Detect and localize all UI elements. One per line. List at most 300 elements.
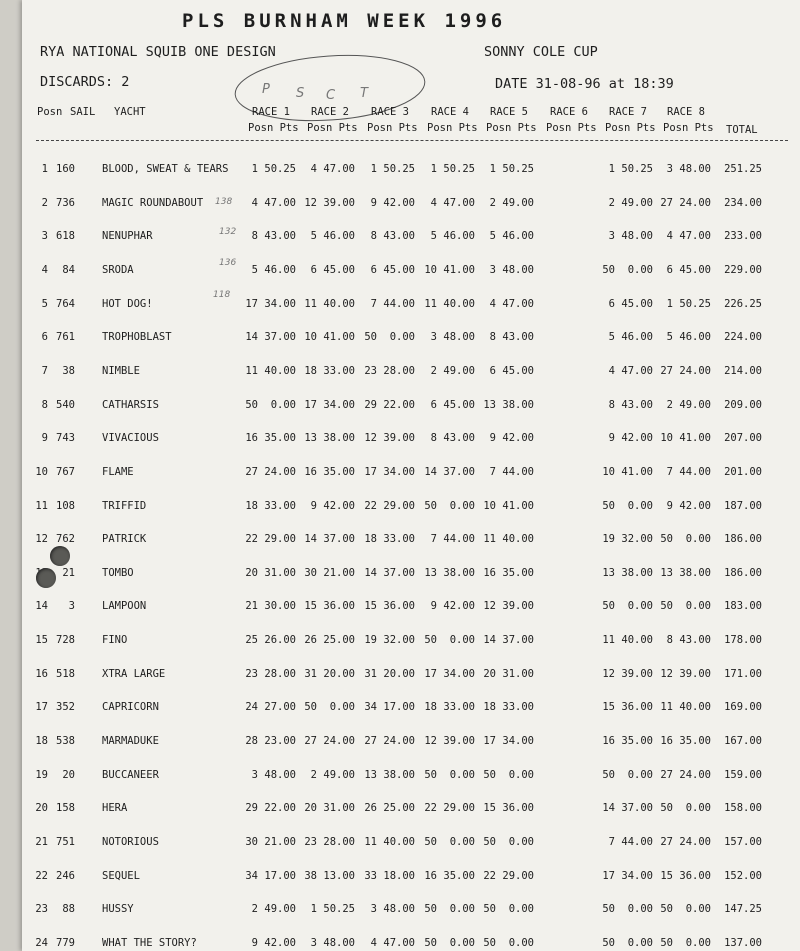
race-posn: 1	[666, 297, 673, 310]
row-sail: 160	[56, 163, 75, 175]
row-yacht: BUCCANEER	[102, 768, 159, 781]
race-posn: 2	[489, 196, 496, 209]
row-posn: 11	[35, 499, 48, 512]
race-pts: 23.00	[264, 735, 296, 748]
race-subheader: Posn Pts	[248, 122, 299, 134]
race-pts: 0.00	[270, 398, 296, 411]
row-total: 233.00	[724, 230, 762, 243]
race-pts: 47.00	[621, 364, 653, 377]
race-posn: 10	[483, 499, 496, 512]
race-pts: 35.00	[443, 869, 475, 882]
race-pts: 0.00	[449, 634, 475, 647]
race-posn: 17	[602, 869, 615, 882]
race-posn: 50	[602, 263, 615, 276]
race-pts: 31.00	[502, 667, 534, 680]
race-pts: 50.25	[679, 297, 711, 310]
row-total: 207.00	[724, 432, 762, 445]
race-posn: 11	[245, 364, 258, 377]
row-total: 226.25	[724, 297, 762, 310]
race-posn: 2	[608, 196, 615, 209]
table-row	[22, 870, 800, 888]
race-posn: 50	[660, 936, 673, 949]
race-pts: 34.00	[443, 667, 475, 680]
row-total: 224.00	[724, 331, 762, 344]
race-posn: 9	[489, 432, 496, 445]
row-sail: 618	[56, 230, 75, 243]
race-subheader: Posn Pts	[605, 122, 656, 134]
race-posn: 17	[483, 735, 496, 748]
row-total: 187.00	[724, 499, 762, 512]
race-pts: 50.25	[383, 163, 415, 175]
race-posn: 11	[602, 634, 615, 647]
race-posn: 23	[304, 836, 317, 848]
race-pts: 42.00	[621, 432, 653, 445]
race-posn: 4	[251, 196, 258, 209]
race-posn: 13	[483, 398, 496, 411]
class-name: RYA NATIONAL SQUIB ONE DESIGN	[40, 44, 276, 60]
row-posn: 23	[35, 903, 48, 916]
race-pts: 25.00	[323, 634, 355, 647]
race-pts: 38.00	[323, 432, 355, 445]
race-posn: 12	[364, 432, 377, 445]
race-pts: 50.25	[502, 163, 534, 175]
race-pts: 40.00	[443, 297, 475, 310]
race-posn: 10	[304, 331, 317, 344]
race-posn: 26	[304, 634, 317, 647]
race-posn: 33	[364, 869, 377, 882]
race-pts: 50.25	[621, 163, 653, 175]
race-posn: 50	[660, 600, 673, 613]
row-yacht: CATHARSIS	[102, 398, 159, 411]
row-total: 201.00	[724, 465, 762, 478]
race-pts: 44.00	[679, 465, 711, 478]
table-row	[22, 668, 800, 686]
race-posn: 50	[424, 634, 437, 647]
race-pts: 38.00	[621, 566, 653, 579]
row-sail: 779	[56, 936, 75, 949]
race-pts: 45.00	[383, 263, 415, 276]
row-yacht: TOMBO	[102, 566, 134, 579]
row-posn: 6	[41, 331, 48, 344]
row-yacht: SEQUEL	[102, 869, 140, 882]
row-sail: 540	[56, 398, 75, 411]
race-pts: 0.00	[449, 836, 475, 848]
row-posn: 20	[35, 802, 48, 815]
race-pts: 26.00	[264, 634, 296, 647]
race-posn: 10	[424, 263, 437, 276]
race-posn: 29	[245, 802, 258, 815]
row-sail: 3	[68, 600, 75, 613]
race-subheader: Posn Pts	[427, 122, 478, 134]
race-posn: 6	[370, 263, 377, 276]
row-sail: 108	[56, 499, 75, 512]
race-posn: 38	[304, 869, 317, 882]
race-posn: 34	[364, 701, 377, 714]
race-posn: 5	[666, 331, 673, 344]
row-sail: 158	[56, 802, 75, 815]
race-pts: 20.00	[383, 667, 415, 680]
row-yacht: HOT DOG!	[102, 297, 153, 310]
table-row	[22, 331, 800, 349]
row-total: 171.00	[724, 667, 762, 680]
race-posn: 16	[483, 566, 496, 579]
race-posn: 50	[424, 768, 437, 781]
race-pts: 43.00	[443, 432, 475, 445]
row-yacht: NIMBLE	[102, 364, 140, 377]
race-pts: 37.00	[621, 802, 653, 815]
race-posn: 4	[430, 196, 437, 209]
race-pts: 43.00	[679, 634, 711, 647]
row-posn: 4	[41, 263, 48, 276]
race-pts: 44.00	[443, 533, 475, 546]
race-pts: 45.00	[443, 398, 475, 411]
race-pts: 32.00	[621, 533, 653, 546]
race-posn: 27	[304, 735, 317, 748]
race-subheader: Posn Pts	[546, 122, 597, 134]
race-pts: 18.00	[383, 869, 415, 882]
row-posn: 12	[35, 533, 48, 546]
row-sail: 518	[56, 667, 75, 680]
row-yacht: BLOOD, SWEAT & TEARS	[102, 163, 229, 175]
race-pts: 29.00	[502, 869, 534, 882]
row-yacht: TROPHOBLAST	[102, 331, 172, 344]
race-posn: 10	[602, 465, 615, 478]
race-pts: 48.00	[383, 903, 415, 916]
race-pts: 43.00	[264, 230, 296, 243]
race-pts: 36.00	[383, 600, 415, 613]
row-posn: 3	[41, 230, 48, 243]
race-posn: 24	[245, 701, 258, 714]
race-posn: 28	[245, 735, 258, 748]
race-pts: 46.00	[264, 263, 296, 276]
race-posn: 18	[483, 701, 496, 714]
row-total: 209.00	[724, 398, 762, 411]
row-yacht: HERA	[102, 802, 128, 815]
race-posn: 16	[602, 735, 615, 748]
row-sail: 352	[56, 701, 75, 714]
race-pts: 17.00	[383, 701, 415, 714]
race-pts: 24.00	[679, 364, 711, 377]
race-pts: 49.00	[264, 903, 296, 916]
race-posn: 18	[304, 364, 317, 377]
race-pts: 44.00	[621, 836, 653, 848]
row-yacht: FINO	[102, 634, 128, 647]
race-posn: 50	[424, 836, 437, 848]
race-pts: 36.00	[323, 600, 355, 613]
race-pts: 40.00	[323, 297, 355, 310]
race-posn: 9	[370, 196, 377, 209]
race-header: RACE 8	[667, 106, 705, 118]
row-posn: 7	[41, 364, 48, 377]
race-posn: 13	[424, 566, 437, 579]
race-pts: 22.00	[264, 802, 296, 815]
row-posn: 8	[41, 398, 48, 411]
table-row	[22, 264, 800, 282]
race-pts: 37.00	[323, 533, 355, 546]
cup-name: SONNY COLE CUP	[484, 44, 598, 60]
row-total: 158.00	[724, 802, 762, 815]
race-pts: 40.00	[502, 533, 534, 546]
race-pts: 50.25	[264, 163, 296, 175]
race-pts: 21.00	[264, 836, 296, 848]
race-pts: 35.00	[323, 465, 355, 478]
row-total: 152.00	[724, 869, 762, 882]
page-title: PLS BURNHAM WEEK 1996	[182, 10, 507, 32]
race-pts: 48.00	[323, 936, 355, 949]
row-total: 137.00	[724, 936, 762, 949]
race-posn: 1	[370, 163, 377, 175]
race-subheader: Posn Pts	[663, 122, 714, 134]
race-pts: 35.00	[679, 735, 711, 748]
row-total: 159.00	[724, 768, 762, 781]
row-sail: 736	[56, 196, 75, 209]
row-yacht: MARMADUKE	[102, 735, 159, 748]
race-posn: 20	[304, 802, 317, 815]
table-row	[22, 735, 800, 753]
row-yacht: PATRICK	[102, 533, 147, 546]
race-pts: 41.00	[323, 331, 355, 344]
race-posn: 27	[364, 735, 377, 748]
race-posn: 5	[489, 230, 496, 243]
race-posn: 8	[251, 230, 258, 243]
race-posn: 30	[304, 566, 317, 579]
race-pts: 0.00	[627, 768, 653, 781]
race-pts: 0.00	[627, 936, 653, 949]
row-sail: 38	[62, 364, 75, 377]
race-posn: 17	[304, 398, 317, 411]
row-yacht: MAGIC ROUNDABOUT	[102, 196, 204, 209]
race-posn: 2	[430, 364, 437, 377]
race-pts: 0.00	[685, 533, 711, 546]
race-posn: 2	[251, 903, 258, 916]
race-pts: 34.00	[621, 869, 653, 882]
table-row	[22, 802, 800, 820]
race-pts: 49.00	[679, 398, 711, 411]
table-row	[22, 937, 800, 951]
race-posn: 16	[660, 735, 673, 748]
race-header: RACE 6	[550, 106, 588, 118]
race-posn: 13	[602, 566, 615, 579]
race-pts: 24.00	[264, 465, 296, 478]
race-posn: 10	[660, 432, 673, 445]
row-sail: 751	[56, 836, 75, 848]
race-posn: 5	[430, 230, 437, 243]
race-posn: 3	[310, 936, 317, 949]
row-yacht: NENUPHAR	[102, 230, 153, 243]
race-pts: 0.00	[627, 499, 653, 512]
margin-note: 118	[213, 290, 231, 300]
race-posn: 50	[483, 836, 496, 848]
yacht-header: YACHT	[114, 106, 146, 118]
race-pts: 46.00	[443, 230, 475, 243]
race-pts: 41.00	[443, 263, 475, 276]
table-row	[22, 197, 800, 215]
race-posn: 50	[304, 701, 317, 714]
race-pts: 45.00	[502, 364, 534, 377]
row-total: 251.25	[724, 163, 762, 175]
race-posn: 22	[424, 802, 437, 815]
race-posn: 50	[602, 768, 615, 781]
table-row	[22, 634, 800, 652]
row-sail: 743	[56, 432, 75, 445]
race-posn: 50	[660, 802, 673, 815]
race-pts: 46.00	[679, 331, 711, 344]
race-posn: 50	[364, 331, 377, 344]
race-posn: 12	[304, 196, 317, 209]
row-sail: 761	[56, 331, 75, 344]
race-subheader: Posn Pts	[367, 122, 418, 134]
race-pts: 0.00	[508, 768, 534, 781]
table-row	[22, 769, 800, 787]
race-posn: 7	[430, 533, 437, 546]
race-pts: 24.00	[383, 735, 415, 748]
race-posn: 6	[310, 263, 317, 276]
row-posn: 5	[41, 297, 48, 310]
race-posn: 27	[660, 768, 673, 781]
race-pts: 30.00	[264, 600, 296, 613]
row-posn: 24	[35, 936, 48, 949]
race-pts: 48.00	[679, 163, 711, 175]
race-pts: 38.00	[383, 768, 415, 781]
race-posn: 15	[602, 701, 615, 714]
race-posn: 31	[364, 667, 377, 680]
race-pts: 31.00	[323, 802, 355, 815]
table-row	[22, 365, 800, 383]
header-divider	[36, 140, 788, 141]
race-posn: 9	[666, 499, 673, 512]
race-posn: 50	[660, 533, 673, 546]
race-pts: 40.00	[264, 364, 296, 377]
race-posn: 6	[489, 364, 496, 377]
race-pts: 29.00	[443, 802, 475, 815]
race-pts: 33.00	[323, 364, 355, 377]
race-posn: 1	[251, 163, 258, 175]
race-pts: 40.00	[679, 701, 711, 714]
table-row	[22, 298, 800, 316]
race-pts: 36.00	[679, 869, 711, 882]
row-posn: 16	[35, 667, 48, 680]
race-pts: 22.00	[383, 398, 415, 411]
row-posn: 9	[41, 432, 48, 445]
race-pts: 25.00	[383, 802, 415, 815]
row-posn: 22	[35, 869, 48, 882]
table-row	[22, 230, 800, 248]
row-sail: 762	[56, 533, 75, 546]
race-posn: 16	[245, 432, 258, 445]
race-pts: 45.00	[323, 263, 355, 276]
race-posn: 3	[608, 230, 615, 243]
race-pts: 0.00	[685, 802, 711, 815]
race-pts: 46.00	[323, 230, 355, 243]
race-posn: 4	[370, 936, 377, 949]
race-pts: 39.00	[383, 432, 415, 445]
race-posn: 14	[602, 802, 615, 815]
race-pts: 45.00	[621, 297, 653, 310]
race-pts: 34.00	[323, 398, 355, 411]
race-posn: 17	[364, 465, 377, 478]
race-pts: 0.00	[508, 836, 534, 848]
race-pts: 49.00	[323, 768, 355, 781]
race-posn: 26	[364, 802, 377, 815]
race-posn: 1	[310, 903, 317, 916]
row-total: 214.00	[724, 364, 762, 377]
row-yacht: CAPRICORN	[102, 701, 159, 714]
race-pts: 37.00	[443, 465, 475, 478]
race-pts: 24.00	[679, 768, 711, 781]
race-posn: 22	[483, 869, 496, 882]
race-pts: 39.00	[621, 667, 653, 680]
race-pts: 0.00	[685, 903, 711, 916]
race-pts: 39.00	[323, 196, 355, 209]
race-pts: 48.00	[443, 331, 475, 344]
row-posn: 19	[35, 768, 48, 781]
race-pts: 0.00	[508, 903, 534, 916]
race-pts: 47.00	[502, 297, 534, 310]
row-sail: 764	[56, 297, 75, 310]
row-yacht: WHAT THE STORY?	[102, 936, 197, 949]
race-posn: 31	[304, 667, 317, 680]
race-posn: 17	[424, 667, 437, 680]
race-pts: 0.00	[627, 263, 653, 276]
race-pts: 42.00	[264, 936, 296, 949]
race-subheader: Posn Pts	[486, 122, 537, 134]
race-posn: 6	[430, 398, 437, 411]
race-posn: 7	[608, 836, 615, 848]
race-posn: 5	[608, 331, 615, 344]
race-pts: 24.00	[679, 836, 711, 848]
race-posn: 11	[483, 533, 496, 546]
race-pts: 29.00	[383, 499, 415, 512]
race-pts: 34.00	[383, 465, 415, 478]
race-posn: 8	[430, 432, 437, 445]
row-sail: 21	[62, 566, 75, 579]
row-yacht: HUSSY	[102, 903, 134, 916]
punch-hole	[50, 546, 70, 566]
race-posn: 19	[602, 533, 615, 546]
row-total: 186.00	[724, 533, 762, 546]
race-posn: 15	[660, 869, 673, 882]
race-posn: 15	[364, 600, 377, 613]
race-pts: 27.00	[264, 701, 296, 714]
race-posn: 5	[251, 263, 258, 276]
race-posn: 12	[602, 667, 615, 680]
race-pts: 33.00	[264, 499, 296, 512]
race-pts: 41.00	[502, 499, 534, 512]
race-pts: 0.00	[449, 768, 475, 781]
table-row	[22, 903, 800, 921]
race-pts: 42.00	[383, 196, 415, 209]
race-posn: 50	[602, 499, 615, 512]
race-pts: 48.00	[621, 230, 653, 243]
race-posn: 14	[483, 634, 496, 647]
margin-note: 136	[219, 258, 237, 268]
row-total: 157.00	[724, 836, 762, 848]
race-posn: 22	[364, 499, 377, 512]
race-posn: 11	[364, 836, 377, 848]
race-posn: 18	[424, 701, 437, 714]
race-posn: 1	[489, 163, 496, 175]
race-header: RACE 3	[371, 106, 409, 118]
scribble-letter: C	[326, 88, 336, 103]
race-posn: 50	[660, 903, 673, 916]
race-pts: 24.00	[679, 196, 711, 209]
race-posn: 18	[245, 499, 258, 512]
race-posn: 8	[370, 230, 377, 243]
race-posn: 4	[489, 297, 496, 310]
race-posn: 15	[483, 802, 496, 815]
race-pts: 41.00	[679, 432, 711, 445]
row-yacht: NOTORIOUS	[102, 836, 159, 848]
